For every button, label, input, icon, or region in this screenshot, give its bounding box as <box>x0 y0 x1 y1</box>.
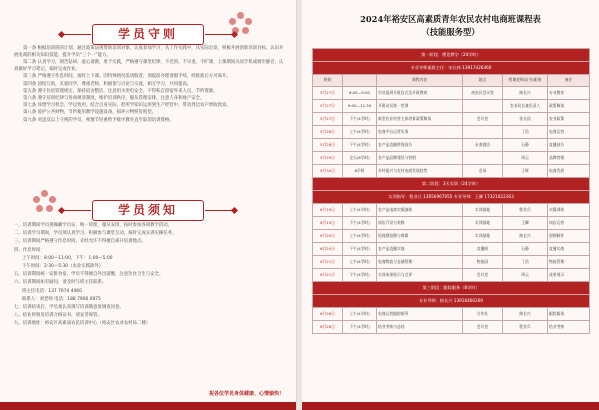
column-header <box>343 75 377 87</box>
table-cell: 短视频拍摄与剪辑 <box>377 230 463 243</box>
table-cell: 6月19日 <box>313 217 343 230</box>
table-cell: 电商运营 <box>548 126 590 139</box>
table-row <box>313 152 590 165</box>
notice-line: 八、结业时颁发培训合格证书，请妥善保管。 <box>14 313 102 319</box>
table-cell: 会场 <box>463 165 503 178</box>
table-cell: 石静 <box>503 139 548 152</box>
table-row <box>313 100 590 113</box>
table-cell: 路长兴 <box>503 308 548 321</box>
table-cell: 下午(4学时) <box>343 217 377 230</box>
table-cell: 5月27日 <box>313 100 343 113</box>
table-cell: 6月20日 <box>313 243 343 256</box>
table-cell: 成果展示 <box>548 269 590 282</box>
notice-line: 班主任电话：137 7674 4460 <box>22 288 82 294</box>
table-row <box>313 217 590 230</box>
table-cell: 丁浩 <box>503 256 548 269</box>
table-cell: 下午(4学时) <box>343 139 377 152</box>
table-cell: 下午(4学时) <box>343 113 377 126</box>
schedule-subtitle: （技能服务型） <box>421 27 480 37</box>
table-row <box>313 321 590 334</box>
notice-line: 下午时间：2:30—5:30（农业实践除外） <box>22 264 104 270</box>
table-cell: 6月21日 <box>313 256 343 269</box>
table-cell: 全天(8学时) <box>343 152 377 165</box>
table-cell: 电商发展 <box>548 165 590 178</box>
table-cell: 电商平台运营实务 <box>377 126 463 139</box>
table-cell: 程业兵 <box>503 321 548 334</box>
table-cell: 下午(4学时) <box>343 321 377 334</box>
stage1-contact-text: 专业导师兼班主任：宋长林 13917426460 <box>313 62 590 75</box>
notice-line: 四、作息时间： <box>14 247 45 253</box>
table-cell: 程业兵 <box>503 204 548 217</box>
table-cell: 农业政策 <box>548 113 590 126</box>
table-cell: 直播技巧 <box>548 139 590 152</box>
table-cell: 上午(4学时) <box>343 204 377 217</box>
bottom-band <box>302 402 599 410</box>
rule-item: 第六条 遵守培训纪律与各项规章制度，维护培训秩序，服从管理安排，注意人身和财产安全。 <box>23 95 205 101</box>
table-cell: 下午(4学时) <box>343 269 377 282</box>
table-cell: 农产品直播实战 <box>377 243 463 256</box>
table-cell: 王卿 <box>503 217 548 230</box>
table-cell: 5月29日 <box>313 152 343 165</box>
table-cell: 直播间 <box>463 243 503 256</box>
table-cell: 结业考核 <box>548 321 590 334</box>
table-cell: 农产品品牌建设与营销 <box>377 152 463 165</box>
stage3-contact-text: 专业导师：路长兴 13916460260 <box>313 295 590 308</box>
notice-line: 七、培训结束后，学员须认真填写培训满意度调查问卷。 <box>14 305 124 311</box>
left-page <box>0 0 297 410</box>
table-cell: 开班动员第一堂课 <box>377 100 463 113</box>
rules-title: 学员守则 <box>117 27 178 41</box>
table-cell <box>463 126 503 139</box>
table-cell: 实训基地 <box>463 217 503 230</box>
table-row <box>313 230 590 243</box>
table-row <box>313 113 590 126</box>
stage1-contact <box>313 62 590 75</box>
table-cell: 学员报到开班仪式及开班教育 <box>377 87 463 100</box>
notice-line: 五、培训期间统一安排食宿，学员不得擅自外出就餐，注意饮食卫生与安全。 <box>14 272 164 278</box>
table-cell: 上午(4学时) <box>343 126 377 139</box>
rule-item: 第二条 认真学习，刻苦钻研，虚心请教，勇于实践，严格遵守课堂纪律，不迟到、不早退、不旷课，上课期间关闭手机或调至静音，认真做好学习笔记，按时完成作业。 <box>14 60 284 73</box>
table-cell: 会议室 <box>463 321 503 334</box>
table-row <box>313 256 590 269</box>
table-cell: 路长兴 <box>503 230 548 243</box>
column-header: 地点 <box>463 75 503 87</box>
table-row <box>313 87 590 100</box>
notice-title: 学员须知 <box>117 203 178 217</box>
table-cell: 5月28日 <box>313 126 343 139</box>
table-cell: 9:00—11:30 <box>343 100 377 113</box>
table-cell: 物流管理 <box>548 256 590 269</box>
table-cell: 电商物流与仓储管理 <box>377 256 463 269</box>
flower-ornament <box>226 10 256 40</box>
rules-body <box>14 45 284 124</box>
table-cell: 周云 <box>503 152 548 165</box>
table-cell: 上午(4学时) <box>343 308 377 321</box>
table-row <box>313 204 590 217</box>
table-cell: 张长国 <box>503 113 548 126</box>
table-cell: 6月26日 <box>313 308 343 321</box>
notice-line: 二、培训学习期间，学员须认真学习，积极参与课堂互动，按时完成实训实操任务。 <box>14 231 177 237</box>
table-cell: 实操训练 <box>548 204 590 217</box>
table-cell: 5月28日 <box>313 139 343 152</box>
schedule-title-line: 2024年裕安区高素质青年农民农村电商班课程表 <box>360 14 541 24</box>
rule-item: 第五条 遵守住宿管理规定，保持宿舍整洁，注意用水用电安全，不得私自留宿外来人员，节约资源。 <box>23 88 218 94</box>
notice-title-frame <box>92 200 204 221</box>
rules-title-frame <box>92 24 204 45</box>
stage3-header-text: 第三阶段：跟踪服务（8学时） <box>313 282 590 295</box>
notice-line: 九、培训地址：裕安区高素质农民培训中心（裕安区农业农村局二楼） <box>14 321 151 327</box>
table-cell: 结业考核与总结 <box>377 321 463 334</box>
table-cell: 物流园 <box>463 256 503 269</box>
rule-item: 第八条 爱护公共财物，节约使用教学设施设备，损坏公物照价赔偿。 <box>23 110 157 116</box>
table-cell: 新型农业经营主体培育政策解读 <box>377 113 463 126</box>
table-cell: 品牌营销 <box>548 152 590 165</box>
table-cell: 6月20日 <box>313 230 343 243</box>
table-cell: 专业教育 <box>548 87 590 100</box>
table-cell: 视频制作 <box>548 230 590 243</box>
rule-item: 第九条 对违反以上守则的学员，视情节轻重给予批评教育直至取消培训资格。 <box>23 117 174 123</box>
table-cell: 乡村振兴与农村电商发展趋势 <box>377 165 463 178</box>
table-cell: 跟踪服务 <box>548 308 590 321</box>
table-cell <box>463 100 503 113</box>
table-cell: 直播实战 <box>548 243 590 256</box>
table-cell: 上午(4学时) <box>343 256 377 269</box>
rule-item: 第一条 根据培训班的计划、通过政策法规帮助培训对象，认真参加学习，从工作实践中，从实际出发，积极开展创新培训目标、认识开展电商的相关知识技能，提升学员“三个一”能力。 <box>14 46 284 58</box>
flower-ornament <box>30 188 60 218</box>
notice-line: 六、培训期间如有疑问，请及时与班主任联系。 <box>14 280 107 286</box>
notice-line: 一、培训期间学员须佩戴学员证，统一管理，服从安排，按时参加各项教学活动。 <box>14 223 173 228</box>
table-cell: 永泰酒店 <box>463 139 503 152</box>
schedule-table <box>312 48 590 334</box>
table-cell: 政策解读 <box>548 100 590 113</box>
table-cell <box>463 152 503 165</box>
stage2-contact <box>313 191 590 204</box>
table-cell: 实训基地 <box>463 230 503 243</box>
table-cell: 6月21日 <box>313 269 343 282</box>
stage2-header <box>313 178 590 191</box>
table-cell: 农业局长兼负责人 <box>503 100 548 113</box>
table-row <box>313 269 590 282</box>
table-cell: 8学时 <box>343 165 377 178</box>
stage1-header <box>313 49 590 62</box>
table-row <box>313 308 590 321</box>
column-header: 时间 <box>313 75 343 87</box>
table-cell: 5月27日 <box>313 113 343 126</box>
stage3-header <box>313 282 590 295</box>
table-cell: 上午(4学时) <box>343 230 377 243</box>
column-header: 授课老师/证书/职务 <box>503 75 548 87</box>
table-cell: 实训成果展示与点评 <box>377 269 463 282</box>
table-cell: 实训基地 <box>463 204 503 217</box>
table-row <box>313 126 590 139</box>
table-cell: 合作社 <box>463 308 503 321</box>
stage1-header-text: 第一阶段：理论教学（24学时） <box>313 49 590 62</box>
table-cell: 农产品电商实操演练 <box>377 204 463 217</box>
column-header: 课程内容 <box>377 75 463 87</box>
table-cell: 6月19日 <box>313 204 343 217</box>
table-cell: 下午(4学时) <box>343 243 377 256</box>
table-cell: 丁浩 <box>503 126 548 139</box>
table-row <box>313 165 590 178</box>
rule-item: 第七条 珍惜学习机会，学以致用，结合自身实际，把所学知识运用到生产经营中，带动周边农户增收致富。 <box>23 103 231 109</box>
table-cell: 石静 <box>503 243 548 256</box>
schedule-title <box>308 13 593 39</box>
column-header-row <box>313 75 590 87</box>
notice-line: 上午时间：8:00—11:00，下午：1:00—5:00 <box>22 255 113 261</box>
table-cell: 农产品直播带货技巧 <box>377 139 463 152</box>
bottom-band <box>0 402 296 410</box>
table-cell: 会议室 <box>463 269 503 282</box>
rule-item: 第三条 严格遵守作息时间，按时上下课。因特殊情况需请假者，须提前办理请假手续，经批准后方可离开。 <box>23 74 231 80</box>
table-cell: 电商运营跟踪指导 <box>377 308 463 321</box>
table-cell: 周云 <box>503 269 548 282</box>
rule-item: 第四条 团结互助，友爱同学，尊重老师，积极参与讨论与交流，相互学习，共同提高。 <box>23 81 192 87</box>
table-row <box>313 243 590 256</box>
table-cell: 会议室 <box>463 113 503 126</box>
notice-line: 联系人：刘老师 电话：188 7906 0875 <box>22 296 101 302</box>
table-cell: 5月30日 <box>313 165 343 178</box>
table-cell: 8:00—9:00 <box>343 87 377 100</box>
column-header: 备注 <box>548 75 590 87</box>
stage2-header-text: 第二阶段：3天实训（24学时） <box>313 178 590 191</box>
table-row <box>313 139 590 152</box>
table-cell: 王辉 <box>503 165 548 178</box>
table-cell: 6月26日 <box>313 321 343 334</box>
stage2-contact-text: 实训指导：程业兵 13656967055 专业导师：王卿 17321022163 <box>313 191 590 204</box>
signoff-text: 祝各位学员身体健康、心情愉快！ <box>208 391 284 397</box>
notice-body <box>14 222 286 329</box>
table-cell: 裕安区会议室 <box>463 87 503 100</box>
table-cell: 路长兴 <box>503 87 548 100</box>
table-cell: 5月27日 <box>313 87 343 100</box>
table-cell: 网店运营 <box>548 217 590 230</box>
right-page <box>302 0 599 410</box>
notice-line: 三、培训期间严格遵守作息时间，未经允许不得擅自离开培训地点。 <box>14 239 146 245</box>
stage3-contact <box>313 295 590 308</box>
table-cell: 网店开设与装修 <box>377 217 463 230</box>
